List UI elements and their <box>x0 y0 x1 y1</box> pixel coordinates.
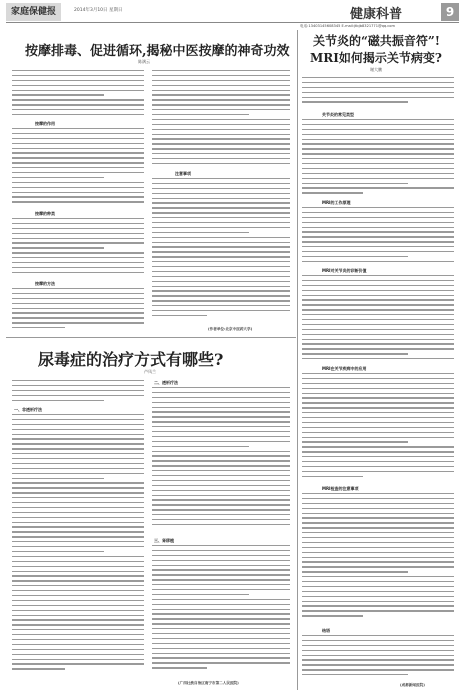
article3-body <box>302 493 454 627</box>
article2-subhead-3: 三、肾移植 <box>154 538 174 543</box>
article1-body <box>12 70 144 120</box>
article1-subhead-3: 按摩的方法 <box>35 281 55 286</box>
article2-title: 尿毒症的治疗方式有哪些? <box>38 350 224 369</box>
article1-author: 陈满云 <box>138 59 150 64</box>
article3-body <box>302 635 454 681</box>
article3-subhead-3: MRI对关节炎的诊断价值 <box>322 268 367 273</box>
article2-subhead-2: 二、透析疗法 <box>154 380 178 385</box>
article2-subhead-1: 一、非透析疗法 <box>14 407 42 412</box>
article3-subhead-2: MRI的工作原理 <box>322 200 351 205</box>
article2-source: (广西壮族自治区南宁市第二人民医院) <box>178 681 239 685</box>
article3-subhead-4: MRI在关节疾病中的应用 <box>322 366 367 371</box>
article3-title-line2: MRI如何揭示关节病变? <box>310 51 442 65</box>
article2-body <box>152 545 290 679</box>
column-name: 健康科普 <box>350 7 403 22</box>
article2-author: 卢凤兰 <box>144 369 156 374</box>
contact-info: 电话:13403145608345 E-mail:jtbjb8321771@qq.com <box>300 24 395 28</box>
article3-body <box>302 77 454 111</box>
article1-body <box>12 218 144 280</box>
article2-body <box>152 387 290 537</box>
article3-body <box>302 373 454 485</box>
article3-author: 谢大鹏 <box>370 67 382 72</box>
header-divider <box>6 22 459 23</box>
article1-body <box>12 128 144 210</box>
article1-body <box>152 178 290 326</box>
article1-subhead-4: 注意事项 <box>175 171 191 176</box>
section-name: 家庭保健报 <box>6 3 61 21</box>
article3-subhead-1: 关节炎的常见类型 <box>322 112 354 117</box>
article3-subhead-5: MRI检查的注意事项 <box>322 486 359 491</box>
article3-body <box>302 207 454 267</box>
column-divider <box>297 30 298 690</box>
article3-title-line1: 关节炎的“磁共振音符”! <box>313 34 441 48</box>
article3-body <box>302 119 454 199</box>
article1-subhead-1: 按摩的作用 <box>35 121 55 126</box>
article1-subhead-2: 按摩的种类 <box>35 211 55 216</box>
article2-body <box>12 380 144 406</box>
article3-source: (成都新闻医院) <box>400 683 425 687</box>
page-number: 9 <box>441 3 459 21</box>
article1-body <box>12 288 144 334</box>
article2-body <box>12 414 144 689</box>
article3-subhead-6: 结语 <box>322 628 330 633</box>
article1-body <box>152 70 290 170</box>
page-header <box>6 3 459 23</box>
article1-source: (作者单位:北京中医药大学) <box>208 327 253 331</box>
article3-body <box>302 275 454 365</box>
article-divider <box>6 337 296 338</box>
issue-date: 2014年3月10日 星期日 <box>74 8 123 13</box>
article1-title: 按摩排毒、促进循环,揭秘中医按摩的神奇功效 <box>25 44 290 59</box>
